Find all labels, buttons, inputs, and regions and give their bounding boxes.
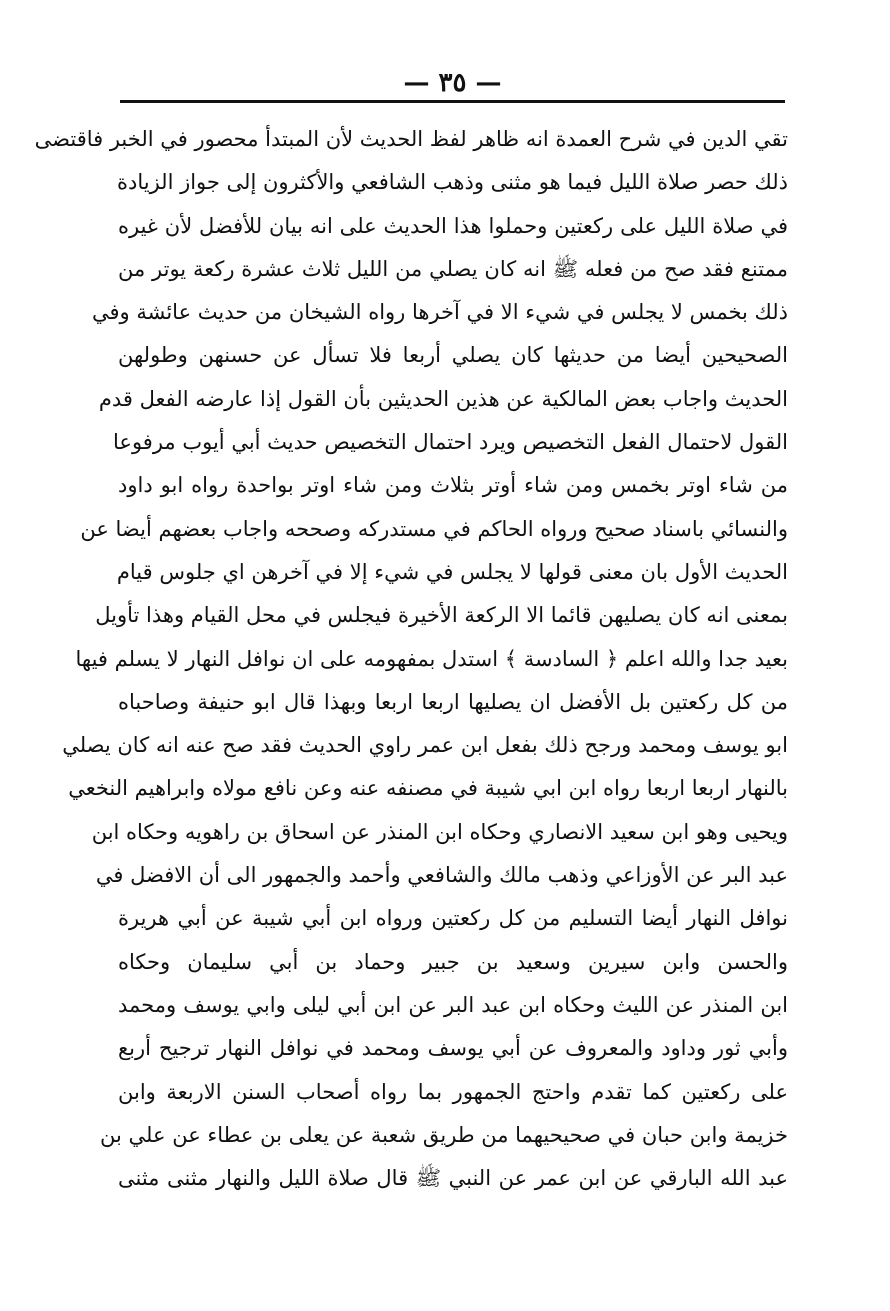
text-line: الصحيحين أيضا من حديثها كان يصلي أربعا فلا تسأل عن حسنهن وطولهن — [118, 343, 788, 368]
text-line: بالنهار اربعا اربعا رواه ابن ابي شيبة في مصنفه عنه وعن نافع مولاه وابراهيم النخعي — [68, 776, 788, 801]
text-line: ذلك بخمس لا يجلس في شيء الا في آخرها رواه الشيخان من حديث عائشة وفي — [91, 300, 788, 325]
header-rule — [120, 100, 785, 103]
text-line: الحديث واجاب بعض المالكية عن هذين الحديثين بأن القول إذا عارضه الفعل قدم — [98, 386, 788, 411]
text-line: وأبي ثور وداود والمعروف عن أبي يوسف ومحمد في نوافل النهار ترجيح أربع — [118, 1036, 788, 1061]
page-header — [120, 60, 785, 112]
text-line: بمعنى انه كان يصليهن قائما الا الركعة الأخيرة فيجلس في محل القيام وهذا تأويل — [95, 603, 788, 628]
text-line: خزيمة وابن حبان في صحيحيهما من طريق شعبة عن يعلى بن عطاء عن علي بن — [100, 1122, 788, 1147]
text-line: من شاء اوتر بخمس ومن شاء أوتر بثلاث ومن شاء اوتر بواحدة رواه ابو داود — [118, 473, 788, 498]
text-line: ابو يوسف ومحمد ورجح ذلك بفعل ابن عمر راوي الحديث فقد صح عنه انه كان يصلي — [62, 733, 788, 758]
text-line: نوافل النهار أيضا التسليم من كل ركعتين ورواه ابن أبي شيبة عن أبي هريرة — [118, 906, 789, 931]
text-line: بعيد جدا والله اعلم ﴿ السادسة ﴾ استدل بمفهومه على ان نوافل النهار لا يسلم فيها — [75, 646, 788, 671]
text-line: والنسائي باسناد صحيح ورواه الحاكم في مستدركه وصححه واجاب بعضهم أيضا عن — [80, 516, 788, 541]
body-text — [34, 118, 789, 1200]
text-line: من كل ركعتين بل الأفضل ان يصليها اربعا اربعا وبهذا قال ابو حنيفة وصاحباه — [118, 689, 788, 714]
text-line: في صلاة الليل على ركعتين وحملوا هذا الحديث على انه بيان للأفضل لأن غيره — [118, 213, 788, 238]
text-line: القول لاحتمال الفعل التخصيص ويرد احتمال التخصيص حديث أبي أيوب مرفوعا — [113, 430, 788, 455]
page-number: — ٣٥ — — [403, 68, 502, 98]
text-line: ممتنع فقد صح من فعله ﷺ انه كان يصلي من الليل ثلاث عشرة ركعة يوتر من — [118, 256, 788, 281]
text-line: عبد البر عن الأوزاعي وذهب مالك والشافعي وأحمد والجمهور الى أن الافضل في — [95, 863, 788, 888]
text-line: والحسن وابن سيرين وسعيد بن جبير وحماد بن أبي سليمان وحكاه — [118, 949, 788, 974]
text-line: ابن المنذر عن الليث وحكاه ابن عبد البر عن ابن أبي ليلى وابي يوسف ومحمد — [118, 992, 788, 1017]
text-line: على ركعتين كما تقدم واحتج الجمهور بما رواه أصحاب السنن الاربعة وابن — [118, 1079, 788, 1104]
text-line: تقي الدين في شرح العمدة انه ظاهر لفظ الحديث لأن المبتدأ محصور في الخبر فاقتضى — [34, 127, 788, 151]
text-line: ويحيى وهو ابن سعيد الانصاري وحكاه ابن المنذر عن اسحاق بن راهويه وحكاه ابن — [91, 819, 788, 844]
text-line: ذلك حصر صلاة الليل فيما هو مثنى وذهب الشافعي والأكثرون إلى جواز الزيادة — [116, 170, 788, 195]
text-line: الحديث الأول بان معنى قولها لا يجلس في شيء إلا في آخرهن اي جلوس قيام — [116, 559, 788, 584]
text-line: عبد الله البارقي عن ابن عمر عن النبي ﷺ قال صلاة الليل والنهار مثنى مثنى — [118, 1166, 788, 1191]
